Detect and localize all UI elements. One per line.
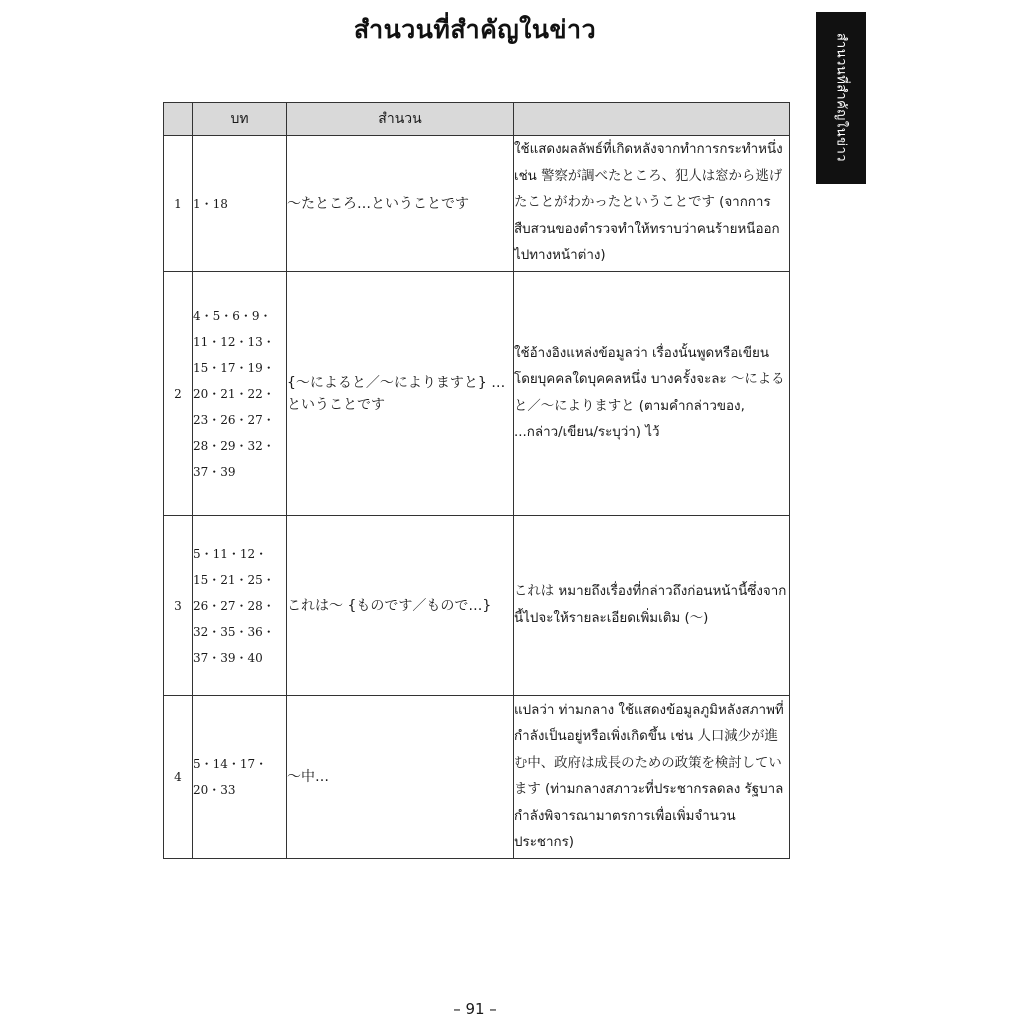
row-explanation: ใช้อ้างอิงแหล่งข้อมูลว่า เรื่องนั้นพูดหรือเขียนโดยบุคคลใดบุคคลหนึ่ง บางครั้งจะละ 〜によると／〜によりますと (ตามคำกล่าวของ, ...กล่าว/เขียน/ระบุว่า) ไว้ (514, 272, 790, 516)
row-explanation: ใช้แสดงผลลัพธ์ที่เกิดหลังจากทำการกระทำหนึ่ง เช่น 警察が調べたところ、犯人は窓から逃げたことがわかったということです (จากการสืบสวนของตำรวจทำให้ทราบว่าคนร้ายหนีออกไปทางหน้าต่าง) (514, 136, 790, 272)
row-number: 2 (164, 272, 193, 516)
row-number: 1 (164, 136, 193, 272)
side-tab (816, 12, 866, 184)
row-chapters: 5・11・12・15・21・25・26・27・28・32・35・36・37・39・40 (193, 516, 287, 696)
row-explanation: これは หมายถึงเรื่องที่กล่าวถึงก่อนหน้านี้ซึ่งจากนี้ไปจะให้รายละเอียดเพิ่มเติม (〜) (514, 516, 790, 696)
page-title: สำนวนที่สำคัญในข่าว (353, 15, 597, 44)
row-number: 3 (164, 516, 193, 696)
row-expression: これは〜 {ものです／もので…} (287, 516, 514, 696)
header-explanation (514, 103, 790, 136)
header-number (164, 103, 193, 136)
header-expression: สำนวน (287, 103, 514, 136)
table-header-row (164, 103, 790, 136)
row-chapters: 4・5・6・9・11・12・13・15・17・19・20・21・22・23・26・27・28・29・32・37・39 (193, 272, 287, 516)
row-number: 4 (164, 696, 193, 859)
row-chapters: 5・14・17・20・33 (193, 696, 287, 859)
side-tab-label: สำนวนที่สำคัญในข่าว (833, 33, 849, 163)
row-expression: 〜中… (287, 696, 514, 859)
row-chapters: 1・18 (193, 136, 287, 272)
row-explanation: แปลว่า ท่ามกลาง ใช้แสดงข้อมูลภูมิหลังสภาพที่กำลังเป็นอยู่หรือเพิ่งเกิดขึ้น เช่น 人口減少が進む中、政府は成長のための政策を検討しています (ท่ามกลางสภาวะที่ประชากรลดลง รัฐบาลกำลังพิจารณามาตรการเพื่อเพิ่มจำนวนประชากร) (514, 696, 790, 859)
header-chapter: บท (193, 103, 287, 136)
table-row (164, 272, 790, 516)
table-row (164, 136, 790, 272)
table-row (164, 696, 790, 859)
table-row (164, 516, 790, 696)
expressions-table (163, 102, 790, 859)
row-expression: {〜によると／〜によりますと} …ということです (287, 272, 514, 516)
row-expression: 〜たところ…ということです (287, 136, 514, 272)
page-number: – 91 – (453, 1000, 497, 1018)
